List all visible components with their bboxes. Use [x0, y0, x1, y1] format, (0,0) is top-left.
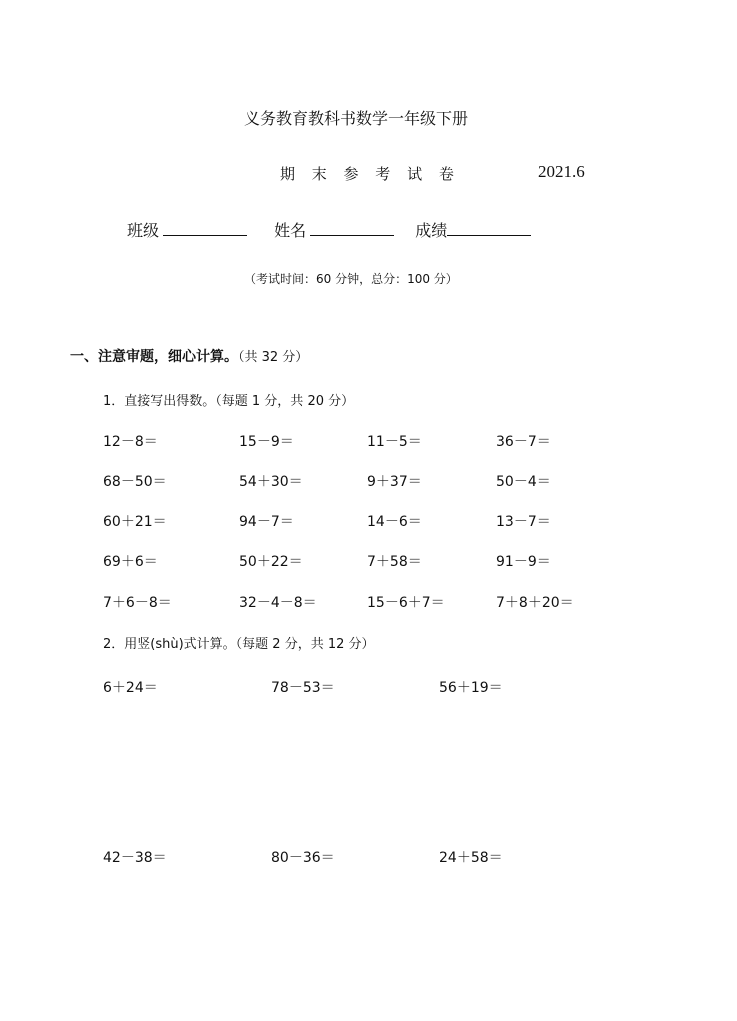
exercise-item: 94－7＝ [239, 514, 294, 530]
student-info-row [127, 218, 531, 241]
exercise-item: 69＋6＝ [103, 554, 158, 570]
exercise-item: 50＋22＝ [239, 554, 303, 570]
vertical-calc-item: 78－53＝ [271, 680, 335, 696]
exercise-item: 7＋8＋20＝ [496, 595, 574, 611]
section-title [70, 346, 308, 366]
score-blank [447, 219, 531, 236]
section-points: （共 32 分） [238, 350, 309, 365]
vertical-calc-item: 6＋24＝ [103, 680, 158, 696]
exercise-item: 60＋21＝ [103, 514, 167, 530]
vertical-calc-item: 56＋19＝ [439, 680, 503, 696]
exam-subtitle: 期 末 参 考 试 卷 [280, 165, 460, 183]
exercise-item: 68－50＝ [103, 474, 167, 490]
vertical-calc-item: 80－36＝ [271, 850, 335, 866]
name-label: 姓名 [274, 221, 307, 240]
exercise-item: 7＋6－8＝ [103, 595, 172, 611]
exercise-item: 13－7＝ [496, 514, 551, 530]
exercise-item: 32－4－8＝ [239, 595, 317, 611]
exercise-item: 11－5＝ [367, 434, 422, 450]
class-label: 班级 [127, 221, 160, 240]
exercise-item: 14－6＝ [367, 514, 422, 530]
exercise-item: 15－6＋7＝ [367, 595, 445, 611]
exercise-item: 15－9＝ [239, 434, 294, 450]
name-blank [310, 219, 394, 236]
exercise-item: 9＋37＝ [367, 474, 422, 490]
question-2-title: 2．用竖(shù)式计算。（每题 2 分，共 12 分） [103, 637, 375, 652]
exercise-item: 91－9＝ [496, 554, 551, 570]
exercise-item: 50－4＝ [496, 474, 551, 490]
exercise-item: 7＋58＝ [367, 554, 422, 570]
score-label: 成绩 [415, 221, 448, 240]
question-1-title: 1．直接写出得数。（每题 1 分，共 20 分） [103, 394, 355, 409]
document-title: 义务教育教科书数学一年级下册 [244, 109, 469, 128]
exercise-item: 54＋30＝ [239, 474, 303, 490]
exercise-item: 12－8＝ [103, 434, 158, 450]
exam-note: （考试时间：60 分钟，总分：100 分） [244, 272, 458, 286]
exercise-item: 36－7＝ [496, 434, 551, 450]
exam-date: 2021.6 [538, 162, 585, 181]
class-blank [163, 219, 247, 236]
vertical-calc-item: 42－38＝ [103, 850, 167, 866]
section-title-text: 一、注意审题，细心计算。 [70, 349, 238, 365]
vertical-calc-item: 24＋58＝ [439, 850, 503, 866]
